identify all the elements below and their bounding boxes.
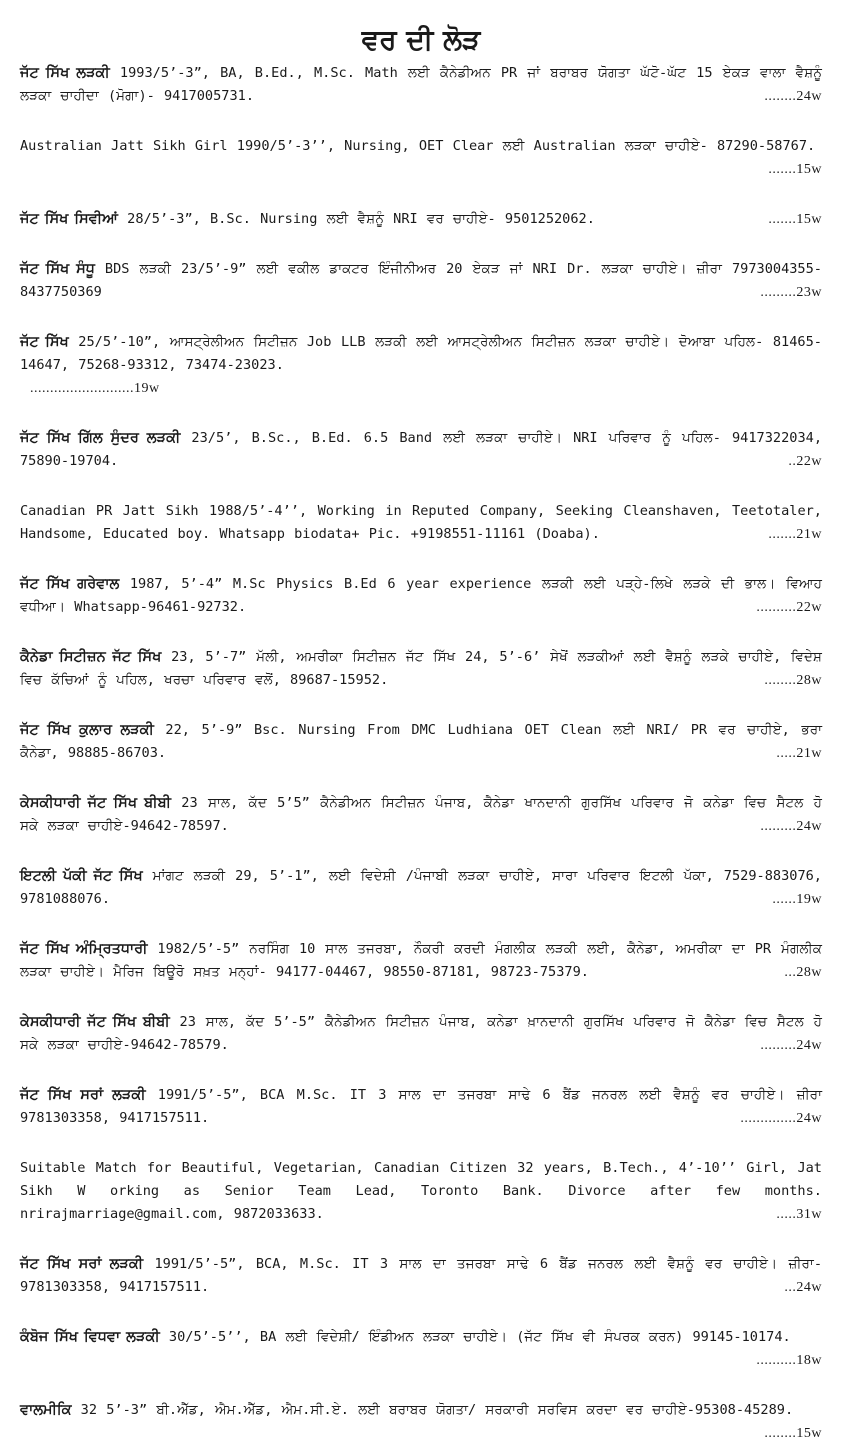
ad-text: 1993/5’-3”, BA, B.Ed., M.Sc. Math ਲਈ ਕੈਨੇਡੀਅਨ PR ਜਾਂ ਬਰਾਬਰ ਯੋਗਤਾ ਘੱਟੋ-ਘੱਟ 15 ਏਕੜ ਵਾਲਾ ਵੈਸ਼ਨੂੰ ਲੜਕਾ ਚਾਹੀਦਾ (ਮੋਗਾ)- 9417005731. [20,65,822,104]
ad-entry [20,573,822,619]
ad-entry [20,500,822,546]
ad-text: Canadian PR Jatt Sikh 1988/5’-4’’, Working in Reputed Company, Seeking Cleanshaven, Teetotaler, Handsome, Educated boy. Whatsapp biodata+ Pic. +9198551-11161 (Doaba). [20,503,822,542]
ad-lead: ਜੱਟ ਸਿੱਖ ਗਿੱਲ ਸੁੰਦਰ ਲੜਕੀ [20,430,181,446]
ad-code: .....21w [776,746,822,761]
ad-lead: ਜੱਟ ਸਿੱਖ ਸਿਵੀਆਂ [20,211,118,227]
ad-entry [20,719,822,765]
ad-lead: ਜੱਟ ਸਿੱਖ ਸਰਾਂ ਲੜਕੀ [20,1087,146,1103]
ad-text: Australian Jatt Sikh Girl 1990/5’-3’’, Nursing, OET Clear ਲਈ Australian ਲੜਕਾ ਚਾਹੀਏ- 87290-58767. [20,138,816,154]
ad-text: 25/5’-10”, ਆਸਟ੍ਰੇਲੀਅਨ ਸਿਟੀਜ਼ਨ Job LLB ਲੜਕੀ ਲਈ ਆਸਟ੍ਰੇਲੀਅਨ ਸਿਟੀਜ਼ਨ ਲੜਕਾ ਚਾਹੀਏ। ਦੋਆਬਾ ਪਹਿਲ- 81465-14647, 75268-93312, 73474-23023. [20,334,822,373]
ad-text: 1991/5’-5”, BCA M.Sc. IT 3 ਸਾਲ ਦਾ ਤਜਰਬਾ ਸਾਢੇ 6 ਬੈਂਡ ਜਨਰਲ ਲਈ ਵੈਸ਼ਨੂੰ ਵਰ ਚਾਹੀਏ। ਜ਼ੀਰਾ 9781303358, 9417157511. [20,1087,822,1126]
ad-lead: ਜੱਟ ਸਿੱਖ ਗਰੇਵਾਲ [20,576,120,592]
ad-text: 30/5’-5’’, BA ਲਈ ਵਿਦੇਸ਼ੀ/ ਇੰਡੀਅਨ ਲੜਕਾ ਚਾਹੀਏ। (ਜੱਟ ਸਿੱਖ ਵੀ ਸੰਪਰਕ ਕਰਨ) 99145-10174. [159,1329,791,1345]
ad-text: BDS ਲੜਕੀ 23/5’-9” ਲਈ ਵਕੀਲ ਡਾਕਟਰ ਇੰਜੀਨੀਅਰ 20 ਏਕੜ ਜਾਂ NRI Dr. ਲੜਕਾ ਚਾਹੀਏ। ਜ਼ੀਰਾ 7973004355-8437750369 [20,261,822,300]
ad-entry [20,1157,822,1226]
ad-lead: ਜੱਟ ਸਿੱਖ ਅੰਮ੍ਰਿਤਧਾਰੀ [20,941,148,957]
ad-code: .....31w [776,1207,822,1222]
ad-code: ..........................19w [30,381,160,396]
ad-lead: ਜੱਟ ਸਿੱਖ ਸਰਾਂ ਲੜਕੀ [20,1256,144,1272]
ad-lead: ਵਾਲਮੀਕਿ [20,1402,72,1418]
ad-entry [20,1326,822,1372]
ad-entry [20,646,822,692]
ad-lead: ਕੰਬੋਜ ਸਿੱਖ ਵਿਧਵਾ ਲੜਕੀ [20,1329,160,1345]
ad-entry [20,62,822,108]
ad-entry [20,1253,822,1299]
ad-lead: ਜੱਟ ਸਿੱਖ [20,334,69,350]
ad-code: ..........18w [756,1353,822,1368]
ad-lead: ਕੇਸਕੀਧਾਰੀ ਜੱਟ ਸਿੱਖ ਬੀਬੀ [20,1014,170,1030]
ad-code: ........24w [764,89,822,104]
ad-text: Suitable Match for Beautiful, Vegetarian, Canadian Citizen 32 years, B.Tech., 4’-10’’ Girl, Jat Sikh W orking as Senior Team Lead, Toronto Bank. Divorce after few months. nrirajmarriage@gmail.com, 9872033633. [20,1160,822,1222]
ad-code: ..............24w [740,1111,822,1126]
ad-lead: ਇਟਲੀ ਪੱਕੀ ਜੱਟ ਸਿੱਖ [20,868,143,884]
ad-code: .......21w [768,527,822,542]
ad-code: .......15w [768,212,822,227]
ad-code: .........23w [760,285,822,300]
ad-code: ...24w [784,1280,822,1295]
ad-entry [20,1084,822,1130]
ad-lead: ਜੱਟ ਸਿੱਖ ਲੜਕੀ [20,65,110,81]
ad-code: ........28w [764,673,822,688]
ad-entry [20,258,822,304]
ad-lead: ਕੈਨੇਡਾ ਸਿਟੀਜ਼ਨ ਜੱਟ ਸਿੱਖ [20,649,162,665]
ad-code: ........15w [764,1426,822,1441]
ad-lead: ਜੱਟ ਸਿੱਖ ਕੁਲਾਰ ਲੜਕੀ [20,722,154,738]
ad-code: ..22w [788,454,822,469]
ad-code: ...28w [784,965,822,980]
ad-text: 23/5’, B.Sc., B.Ed. 6.5 Band ਲਈ ਲੜਕਾ ਚਾਹੀਏ। NRI ਪਰਿਵਾਰ ਨੂੰ ਪਹਿਲ- 9417322034, 75890-19704. [20,430,822,469]
ad-entry [20,208,822,231]
ad-text: 22, 5’-9” Bsc. Nursing From DMC Ludhiana OET Clean ਲਈ NRI/ PR ਵਰ ਚਾਹੀਏ, ਭਰਾ ਕੈਨੇਡਾ, 98885-86703. [20,722,823,761]
ad-code: .........24w [760,1038,822,1053]
ad-lead: ਕੇਸਕੀਧਾਰੀ ਜੱਟ ਸਿੱਖ ਬੀਬੀ [20,795,171,811]
ad-entry [20,1011,822,1057]
ad-code: .........24w [760,819,822,834]
ad-text: 23 ਸਾਲ, ਕੱਦ 5’-5” ਕੈਨੇਡੀਅਨ ਸਿਟੀਜ਼ਨ ਪੰਜਾਬ, ਕਨੇਡਾ ਖ਼ਾਨਦਾਨੀ ਗੁਰਸਿੱਖ ਪਰਿਵਾਰ ਜੋ ਕੈਨੇਡਾ ਵਿਚ ਸੈਟਲ ਹੋ ਸਕੇ ਲੜਕਾ ਚਾਹੀਏ-94642-78579. [20,1014,822,1053]
ad-entry [20,427,822,473]
ad-text: 1982/5’-5” ਨਰਸਿੰਗ 10 ਸਾਲ ਤਜਰਬਾ, ਨੌਕਰੀ ਕਰਦੀ ਮੰਗਲੀਕ ਲੜਕੀ ਲਈ, ਕੈਨੇਡਾ, ਅਮਰੀਕਾ ਦਾ PR ਮੰਗਲੀਕ ਲੜਕਾ ਚਾਹੀਏ। ਮੈਰਿਜ ਬਿਊਰੋ ਸਖ਼ਤ ਮਨ੍ਹਾਂ- 94177-04467, 98550-87181, 98723-75379. [20,941,822,980]
ad-text: 32 5’-3” ਬੀ.ਐੱਡ, ਐਮ.ਐੱਡ, ਐਮ.ਸੀ.ਏ. ਲਈ ਬਰਾਬਰ ਯੋਗਤਾ/ ਸਰਕਾਰੀ ਸਰਵਿਸ ਕਰਦਾ ਵਰ ਚਾਹੀਏ-95308-45289. [71,1402,794,1418]
ad-code: ..........22w [756,600,822,615]
ad-text: 1987, 5’-4” M.Sc Physics B.Ed 6 year experience ਲੜਕੀ ਲਈ ਪੜ੍ਹੇ-ਲਿਖੇ ਲੜਕੇ ਦੀ ਭਾਲ। ਵਿਆਹ ਵਧੀਆ। Whatsapp-96461-92732. [20,576,822,615]
ad-text: 23, 5’-7” ਮੱਲੀ, ਅਮਰੀਕਾ ਸਿਟੀਜ਼ਨ ਜੱਟ ਸਿੱਖ 24, 5’-6’ ਸੇਖੋਂ ਲੜਕੀਆਂ ਲਈ ਵੈਸ਼ਨੂੰ ਲੜਕੇ ਚਾਹੀਏ, ਵਿਦੇਸ਼ ਵਿਚ ਕੱਚਿਆਂ ਨੂੰ ਪਹਿਲ, ਖਰਚਾ ਪਰਿਵਾਰ ਵਲੋਂ, 89687-15952. [20,649,822,688]
ad-text: 1991/5’-5”, BCA, M.Sc. IT 3 ਸਾਲ ਦਾ ਤਜਰਬਾ ਸਾਢੇ 6 ਬੈਂਡ ਜਨਰਲ ਲਈ ਵੈਸ਼ਨੂੰ ਵਰ ਚਾਹੀਏ। ਜ਼ੀਰਾ- 9781303358, 9417157511. [20,1256,823,1295]
ad-text: 23 ਸਾਲ, ਕੱਦ 5’5” ਕੈਨੇਡੀਅਨ ਸਿਟੀਜ਼ਨ ਪੰਜਾਬ, ਕੈਨੇਡਾ ਖਾਨਦਾਨੀ ਗੁਰਸਿੱਖ ਪਰਿਵਾਰ ਜੋ ਕਨੇਡਾ ਵਿਚ ਸੈਟਲ ਹੋ ਸਕੇ ਲੜਕਾ ਚਾਹੀਏ-94642-78597. [20,795,822,834]
ad-entry [20,865,822,911]
ad-lead: ਜੱਟ ਸਿੱਖ ਸੰਧੂ [20,261,95,277]
ad-entry [20,938,822,984]
ad-entry [20,331,822,400]
ad-list [20,62,822,1445]
ad-entry [20,135,822,181]
ad-code: ......19w [772,892,822,907]
ad-text: 28/5’-3”, B.Sc. Nursing ਲਈ ਵੈਸ਼ਨੂੰ NRI ਵਰ ਚਾਹੀਏ- 9501252062. [117,211,595,227]
ad-entry [20,1399,822,1445]
ad-entry [20,792,822,838]
page-title: ਵਰ ਦੀ ਲੋੜ [361,23,481,56]
ad-code: .......15w [768,162,822,177]
ad-text: ਮਾਂਗਟ ਲੜਕੀ 29, 5’-1”, ਲਈ ਵਿਦੇਸ਼ੀ /ਪੰਜਾਬੀ ਲੜਕਾ ਚਾਹੀਏ, ਸਾਰਾ ਪਰਿਵਾਰ ਇਟਲੀ ਪੱਕਾ, 7529-883076, 9781088076. [20,868,822,907]
